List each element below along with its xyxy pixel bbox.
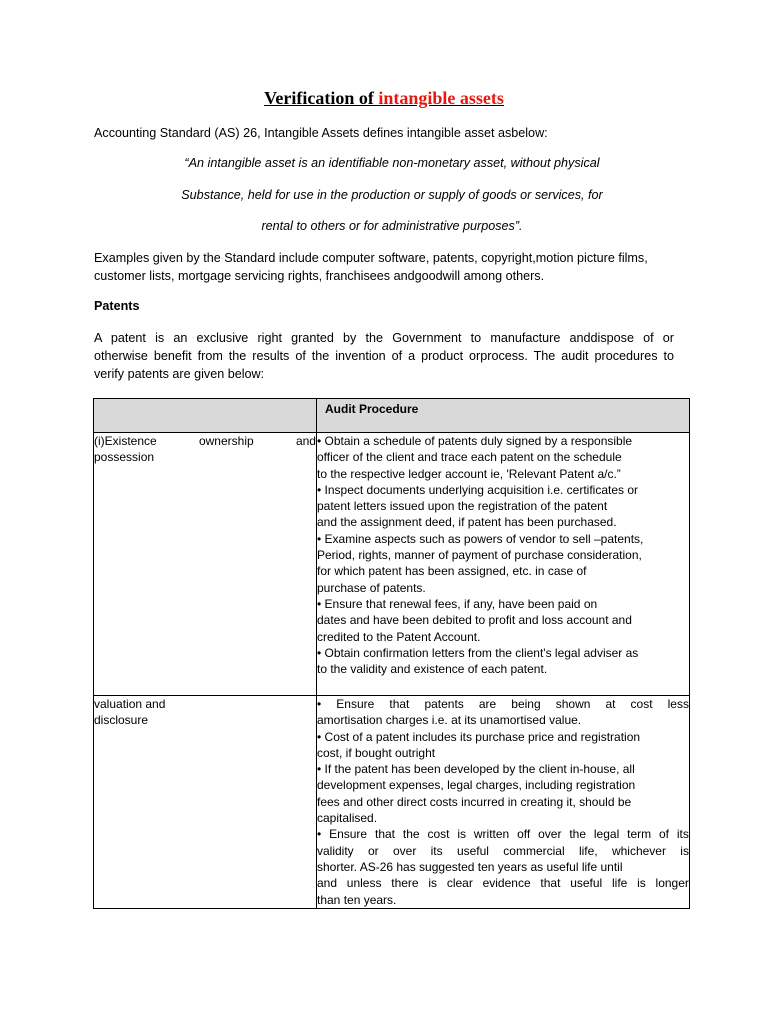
patents-paragraph-line: verify patents are given below: xyxy=(94,367,265,381)
procedure-word: or xyxy=(368,843,379,858)
procedure-word: cost xyxy=(427,827,450,842)
procedure-word: shown xyxy=(555,697,591,711)
procedure-word: commercial xyxy=(503,843,565,858)
procedure-line: • Obtain confirmation letters from the client's legal adviser as xyxy=(317,645,639,660)
procedure-line: shorter. AS-26 has suggested ten years as useful life until xyxy=(317,859,623,874)
procedure-word: cost xyxy=(630,697,653,711)
procedure-line: to the respective ledger account ie, 'Relevant Patent a/c.” xyxy=(317,466,621,481)
row-label-line: possession xyxy=(94,450,155,465)
procedure-word: unless xyxy=(346,876,382,891)
table-row xyxy=(94,433,690,696)
patents-paragraph-line: A patent is an exclusive right granted by the Government to manufacture anddispose of or xyxy=(94,331,674,345)
title-highlight: intangible assets xyxy=(378,88,504,108)
procedure-word: Ensure xyxy=(329,827,368,842)
procedure-cell xyxy=(317,696,690,909)
procedure-word: longer xyxy=(655,876,689,891)
procedure-line xyxy=(317,875,689,891)
procedure-line: Period, rights, manner of payment of purchase consideration, xyxy=(317,548,642,563)
procedure-word: is xyxy=(457,827,466,842)
definition-quote-line: Substance, held for use in the production or supply of goods or services, for xyxy=(181,188,603,202)
procedure-word: less xyxy=(667,697,689,711)
table-row xyxy=(94,696,690,909)
procedure-word: its xyxy=(676,827,689,842)
procedure-line: for which patent has been assigned, etc. in case of xyxy=(317,564,587,579)
procedure-word: are xyxy=(478,697,497,711)
table-header-cell-audit-procedure xyxy=(317,399,690,433)
procedure-line: than ten years. xyxy=(317,892,397,907)
procedure-word: evidence xyxy=(482,876,531,891)
procedure-line: development expenses, legal charges, including registration xyxy=(317,778,636,793)
definition-quote-line: “An intangible asset is an identifiable non-monetary asset, without physical xyxy=(184,156,600,170)
procedure-word: that xyxy=(540,876,561,891)
procedure-line: • If the patent has been developed by the client in-house, all xyxy=(317,762,635,777)
procedure-line: officer of the client and trace each patent on the schedule xyxy=(317,450,622,465)
procedure-line: purchase of patents. xyxy=(317,580,426,595)
patents-paragraph-line: otherwise benefit from the results of the invention of a product orprocess. The audit procedures to xyxy=(94,349,674,363)
procedure-line: • Ensure that renewal fees, if any, have been paid on xyxy=(317,596,598,611)
patents-paragraph xyxy=(94,329,674,383)
procedure-line: to the validity and existence of each patent. xyxy=(317,662,548,677)
audit-procedure-header: Audit Procedure xyxy=(325,402,419,416)
row-label-word: (i)Existence xyxy=(94,434,157,448)
procedure-line: capitalised. xyxy=(317,811,378,826)
procedure-line: • Obtain a schedule of patents duly signed by a responsible xyxy=(317,434,633,448)
table-header-row xyxy=(94,399,690,433)
procedure-word: is xyxy=(637,876,646,891)
procedure-word: written xyxy=(473,827,510,842)
procedure-word: over xyxy=(538,827,562,842)
procedure-line xyxy=(317,843,689,859)
procedure-word: the xyxy=(402,827,420,842)
procedure-word: life, xyxy=(578,843,598,858)
intro-text: Accounting Standard (AS) 26, Intangible Assets defines intangible asset asbelow: xyxy=(94,126,548,140)
definition-quote-line: rental to others or for administrative purposes”. xyxy=(261,219,523,233)
document-title xyxy=(0,87,768,109)
procedure-word: its xyxy=(430,843,443,858)
row-label-word: and xyxy=(295,434,316,448)
procedure-word: at xyxy=(605,697,616,711)
procedure-word: whichever xyxy=(611,843,666,858)
procedure-word: the xyxy=(569,827,586,842)
procedure-word: legal xyxy=(593,827,620,842)
procedure-word: that xyxy=(374,827,395,842)
procedure-word: Ensure xyxy=(336,697,375,711)
audit-procedure-table xyxy=(93,398,690,909)
procedure-word: and xyxy=(317,876,338,891)
procedure-word: life xyxy=(611,876,628,891)
procedure-word: off xyxy=(517,827,531,842)
procedure-word: term xyxy=(627,827,652,842)
procedure-word: • xyxy=(317,697,322,711)
procedure-line: patent letters issued upon the registration of the patent xyxy=(317,499,608,514)
procedure-word: clear xyxy=(446,876,473,891)
row-label-cell xyxy=(94,696,317,909)
procedure-line: • Cost of a patent includes its purchase price and registration xyxy=(317,729,641,744)
title-prefix: Verification of xyxy=(264,88,379,108)
procedure-word: there xyxy=(391,876,419,891)
row-label-word: ownership xyxy=(198,434,254,448)
procedure-line: dates and have been debited to profit and loss account and xyxy=(317,613,632,628)
procedure-line: cost, if bought outright xyxy=(317,745,436,760)
procedure-word: of xyxy=(658,827,669,842)
procedure-line xyxy=(317,826,689,842)
procedure-line: amortisation charges i.e. at its unamortised value. xyxy=(317,713,582,728)
row-label-cell xyxy=(94,433,317,696)
procedure-word: is xyxy=(680,843,689,858)
procedure-cell xyxy=(317,433,690,696)
procedure-word: useful xyxy=(456,843,489,858)
patents-heading: Patents xyxy=(94,299,140,313)
row-label-line xyxy=(94,433,316,449)
procedure-word: • xyxy=(317,827,322,842)
procedure-word: useful xyxy=(570,876,603,891)
examples-line: customer lists, mortgage servicing rights, franchisees andgoodwill among others. xyxy=(94,269,545,283)
procedure-line: credited to the Patent Account. xyxy=(317,629,481,644)
table-header-cell-empty xyxy=(94,399,317,433)
procedure-line xyxy=(317,696,689,712)
procedure-line: • Inspect documents underlying acquisition i.e. certificates or xyxy=(317,482,639,497)
procedure-word: validity xyxy=(317,843,354,858)
examples-line: Examples given by the Standard include computer software, patents, copyright,motion picture films, xyxy=(94,251,648,265)
row-label-line: disclosure xyxy=(94,713,149,728)
procedure-word: over xyxy=(392,843,417,858)
procedure-word: being xyxy=(511,697,541,711)
procedure-word: that xyxy=(389,697,410,711)
row-label-line: valuation and xyxy=(94,697,166,711)
procedure-word: is xyxy=(428,876,438,891)
procedure-line: and the assignment deed, if patent has been purchased. xyxy=(317,515,617,530)
procedure-word: patents xyxy=(424,697,464,711)
procedure-line: fees and other direct costs incurred in creating it, should be xyxy=(317,794,632,809)
examples-paragraph xyxy=(94,249,688,285)
procedure-line: • Examine aspects such as powers of vendor to sell –patents, xyxy=(317,531,644,546)
